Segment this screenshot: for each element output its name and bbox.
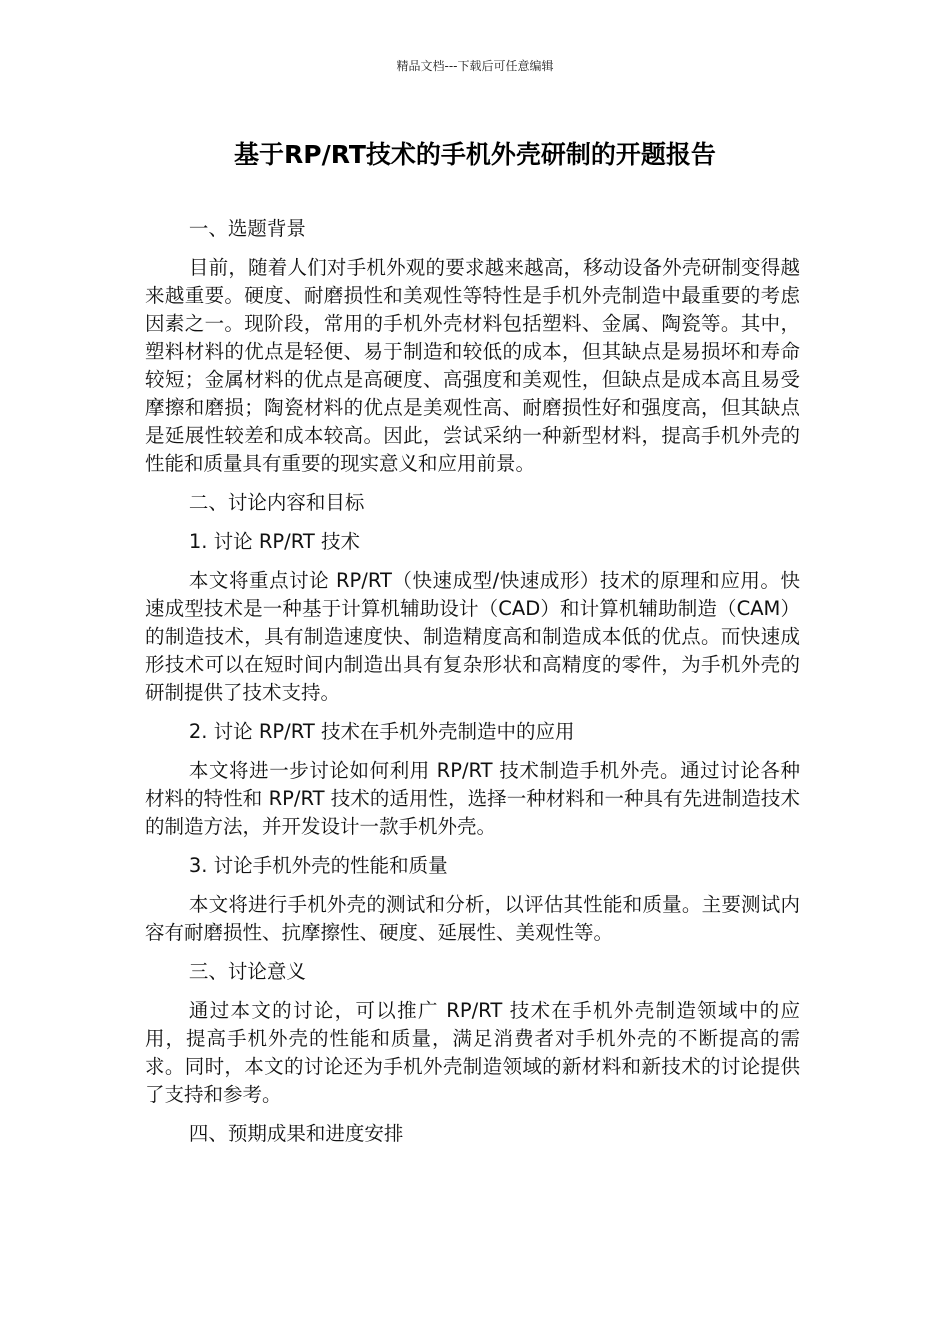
paragraph-rprt: 本文将重点讨论 RP/RT（快速成型/快速成形）技术的原理和应用。快速成型技术是一种基于计算机辅助设计（CAD）和计算机辅助制造（CAM）的制造技术，具有制造速度快、制造精度高和制造成本低的优点。而快速成形技术可以在短时间内制造出具有复杂形状和高精度的零件，为手机外壳的研制提供了技术支持。 — [145, 569, 800, 704]
section-heading-content-goals: 二、讨论内容和目标 — [188, 491, 365, 514]
section-heading-significance: 三、讨论意义 — [188, 960, 306, 983]
paragraph-background: 目前，随着人们对手机外观的要求越来越高，移动设备外壳研制变得越来越重要。硬度、耐磨损性和美观性等特性是手机外壳制造中最重要的考虑因素之一。现阶段，常用的手机外壳材料包括塑料、金属、陶瓷等。其中，塑料材料的优点是轻便、易于制造和较低的成本，但其缺点是易损坏和寿命较短；金属材料的优点是高硬度、高强度和美观性，但缺点是成本高且易受摩擦和磨损；陶瓷材料的优点是美观性高、耐磨损性好和强度高，但其缺点是延展性较差和成本较高。因此，尝试采纳一种新型材料，提高手机外壳的性能和质量具有重要的现实意义和应用前景。 — [145, 256, 800, 475]
paragraph-performance: 本文将进行手机外壳的测试和分析，以评估其性能和质量。主要测试内容有耐磨损性、抗摩擦性、硬度、延展性、美观性等。 — [145, 893, 800, 944]
document-title: 基于RP/RT技术的手机外壳研制的开题报告 — [234, 140, 716, 169]
subsection-heading-application: 2. 讨论 RP/RT 技术在手机外壳制造中的应用 — [188, 720, 575, 743]
paragraph-application: 本文将进一步讨论如何利用 RP/RT 技术制造手机外壳。通过讨论各种材料的特性和 RP/RT 技术的适用性，选择一种材料和一种具有先进制造技术的制造方法，并开发设计一款手机外壳。 — [145, 759, 800, 838]
document-body — [145, 215, 800, 1159]
subsection-heading-performance: 3. 讨论手机外壳的性能和质量 — [188, 854, 448, 877]
section-heading-expected-results: 四、预期成果和进度安排 — [188, 1122, 404, 1145]
page-header-note: 精品文档---下载后可任意编辑 — [396, 59, 554, 73]
paragraph-significance: 通过本文的讨论，可以推广 RP/RT 技术在手机外壳制造领域中的应用，提高手机外壳的性能和质量，满足消费者对手机外壳的不断提高的需求。同时，本文的讨论还为手机外壳制造领域的新材料和新技术的讨论提供了支持和参考。 — [145, 999, 800, 1106]
section-heading-background: 一、选题背景 — [188, 217, 306, 240]
subsection-heading-rprt: 1. 讨论 RP/RT 技术 — [188, 530, 360, 553]
